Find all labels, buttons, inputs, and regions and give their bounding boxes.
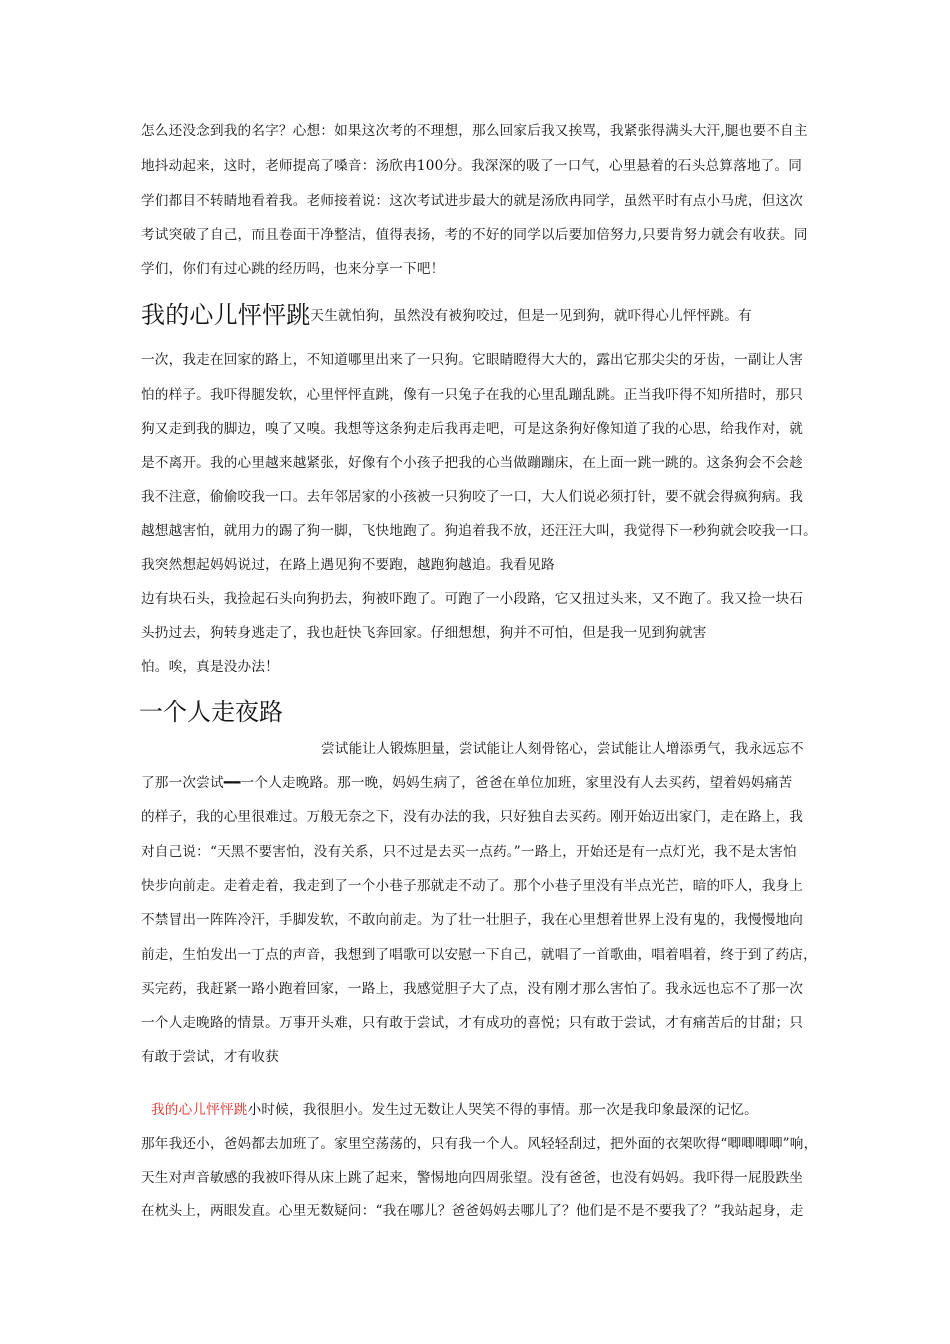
essay-title: 一个人走夜路 — [139, 698, 283, 726]
text-line: 边有块石头，我捡起石头向狗扔去，狗被吓跑了。可跑了一小段路，它又扭过头来，又不跑了。我又捡一块石 — [141, 591, 804, 607]
text-line: 尝试能让人锻炼胆量，尝试能让人刻骨铭心，尝试能让人增添勇气，我永远忘不 — [321, 741, 804, 757]
essay-first-line: 小时候，我很胆小。发生过无数让人哭笑不得的事情。那一次是我印象最深的记忆。 — [247, 1102, 758, 1118]
text-line: 学们都目不转睛地看着我。老师接着说：这次考试进步最大的就是汤欣冉同学，虽然平时有点小马虎，但这次 — [141, 193, 804, 209]
text-line: 天生对声音敏感的我被吓得从床上跳了起来，警惕地向四周张望。没有爸爸，也没有妈妈。我吓得一屁股跌坐 — [141, 1170, 804, 1186]
essay-title: 我的心儿怦怦跳 — [141, 301, 311, 329]
text-line: 不禁冒出一阵阵冷汗，手脚发软，不敢向前走。为了壮一壮胆子，我在心里想着世界上没有鬼的，我慢慢地向 — [141, 912, 804, 928]
text-line: 怕的样子。我吓得腿发软，心里怦怦直跳，像有一只兔子在我的心里乱蹦乱跳。正当我吓得不知所措时，那只 — [141, 387, 804, 403]
text-line: 考试突破了自己，而且卷面干净整洁，值得表扬，考的不好的同学以后要加倍努力,只要肯努力就会有收获。同 — [141, 227, 808, 243]
text-line: 买完药，我赶紧一路小跑着回家，一路上，我感觉胆子大了点，没有刚才那么害怕了。我永远也忘不了那一次 — [141, 981, 804, 997]
title-line — [151, 1101, 758, 1119]
text-line: 学们，你们有过心跳的经历吗，也来分享一下吧！ — [141, 261, 445, 277]
text-line: 的样子，我的心里很难过。万般无奈之下，没有办法的我，只好独自去买药。刚开始迈出家门，走在路上，我 — [141, 809, 804, 825]
text-line: 我突然想起妈妈说过，在路上遇见狗不要跑，越跑狗越追。我看见路 — [141, 557, 555, 573]
essay-title-red: 我的心儿怦怦跳 — [151, 1102, 248, 1118]
text-line: 前走，生怕发出一丁点的声音，我想到了唱歌可以安慰一下自己，就唱了一首歌曲，唱着唱着，终于到了药店， — [141, 947, 817, 963]
text-line: 一次，我走在回家的路上，不知道哪里出来了一只狗。它眼睛瞪得大大的，露出它那尖尖的牙齿，一副让人害 — [141, 352, 804, 368]
text-line: 越想越害怕，就用力的踢了狗一脚，飞快地跑了。狗追着我不放，还汪汪大叫，我觉得下一秒狗就会咬我一口。 — [141, 523, 817, 539]
text-line: 了那一次尝试━━一个人走晚路。那一晚，妈妈生病了，爸爸在单位加班，家里没有人去买药，望着妈妈痛苦 — [141, 775, 793, 791]
text-line: 怎么还没念到我的名字？心想：如果这次考的不理想，那么回家后我又挨骂，我紧张得满头大汗,腿也要不自主 — [141, 123, 808, 139]
text-line: 一个人走晚路的情景。万事开头难，只有敢于尝试，才有成功的喜悦；只有敢于尝试，才有痛苦后的甘甜；只 — [141, 1015, 804, 1031]
title-line — [141, 300, 752, 331]
text-line: 那年我还小，爸妈都去加班了。家里空荡荡的，只有我一个人。风轻轻刮过，把外面的衣架吹得“唧唧唧唧”响， — [141, 1136, 818, 1152]
essay-first-line: 天生就怕狗，虽然没有被狗咬过，但是一见到狗，就吓得心儿怦怦跳。有 — [310, 308, 752, 324]
text-line: 狗又走到我的脚边，嗅了又嗅。我想等这条狗走后我再走吧，可是这条狗好像知道了我的心思，给我作对，就 — [141, 421, 804, 437]
text-line: 是不离开。我的心里越来越紧张，好像有个小孩子把我的心当做蹦蹦床，在上面一跳一跳的。这条狗会不会趁 — [141, 455, 804, 471]
text-line: 怕。唉，真是没办法！ — [141, 659, 279, 675]
text-line: 有敢于尝试，才有收获 — [141, 1049, 279, 1065]
text-line: 头扔过去，狗转身逃走了，我也赶快飞奔回家。仔细想想，狗并不可怕，但是我一见到狗就害 — [141, 625, 707, 641]
text-line: 地抖动起来，这时，老师提高了嗓音：汤欣冉100分。我深深的吸了一口气，心里悬着的石头总算落地了。同 — [141, 158, 803, 174]
text-line: 快步向前走。走着走着，我走到了一个小巷子那就走不动了。那个小巷子里没有半点光芒，暗的吓人，我身上 — [141, 878, 804, 894]
text-line: 对自己说：“天黑不要害怕，没有关系，只不过是去买一点药。”一路上，开始还是有一点灯光，我不是太害怕 — [141, 844, 797, 860]
text-line: 在枕头上，两眼发直。心里无数疑问：“我在哪儿？爸爸妈妈去哪儿了？他们是不是不要我了？”我站起身，走 — [141, 1203, 804, 1219]
text-line: 我不注意，偷偷咬我一口。去年邻居家的小孩被一只狗咬了一口，大人们说必须打针，要不就会得疯狗病。我 — [141, 489, 804, 505]
